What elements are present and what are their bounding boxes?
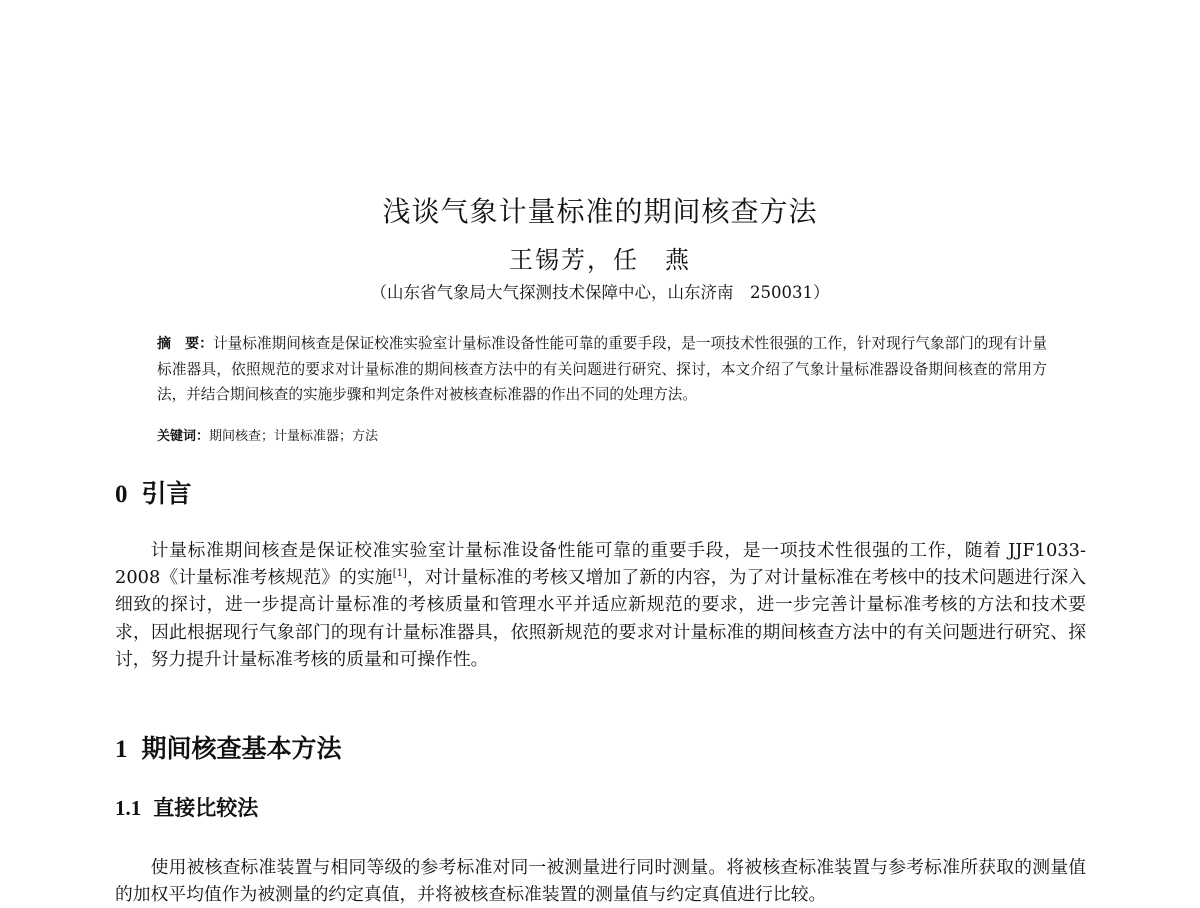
subsection-heading-direct-comparison: [115, 792, 258, 822]
paragraph-text: 计量标准期间核查是保证校准实验室计量标准设备性能可靠的重要手段，是一项技术性很强的工作，随着 JJF1033-2008《计量标准考核规范》的实施: [115, 540, 1086, 589]
paragraph-text: ，对计量标准的考核又增加了新的内容，为了对计量标准在考核中的技术问题进行深入细致的探讨，进一步提高计量标准的考核质量和管理水平并适应新规范的要求，进一步完善计量标准考核的方法和技术要求，因此根据现行气象部门的现有计量标准器具，依照新规范的要求对计量标准的期间核查方法中的有关问题进行研究、探讨，努力提升计量标准考核的质量和可操作性。: [115, 567, 1086, 670]
introduction-paragraph: [115, 537, 1086, 673]
paper-authors: 王锡芳，任 燕: [509, 246, 691, 274]
section-number: 0: [115, 481, 128, 508]
keywords-text: 期间核查；计量标准器；方法: [209, 429, 379, 444]
direct-comparison-paragraph: 使用被核查标准装置与相同等级的参考标准对同一被测量进行同时测量。将被核查标准装置与参考标准所获取的测量值的加权平均值作为被测量的约定真值，并将被核查标准装置的测量值与约定真值进行比较。: [115, 857, 1086, 906]
paper-affiliation: （山东省气象局大气探测技术保障中心，山东济南 250031）: [370, 283, 830, 302]
abstract-label: 摘 要：: [157, 336, 214, 352]
subsection-title: 直接比较法: [153, 795, 259, 820]
section-title: 期间核查基本方法: [141, 734, 342, 763]
abstract-text: 计量标准期间核查是保证校准实验室计量标准设备性能可靠的重要手段，是一项技术性很强的工作，针对现行气象部门的现有计量标准器具，依照规范的要求对计量标准的期间核查方法中的有关问题进行研究、探讨，本文介绍了气象计量标准器设备期间核查的常用方法，并结合期间核查的实施步骤和判定条件对被核查标准器的作出不同的处理方法。: [157, 335, 1048, 403]
abstract-block: [157, 331, 1047, 407]
paper-title: 浅谈气象计量标准的期间核查方法: [382, 195, 818, 228]
citation-reference[interactable]: [1]: [392, 568, 407, 580]
section-heading-introduction: [115, 474, 192, 510]
section-heading-basic-methods: [115, 729, 342, 765]
subsection-number: 1.1: [115, 796, 142, 820]
keywords-label: 关键词：: [157, 429, 210, 444]
section-title: 引言: [141, 479, 192, 508]
section-number: 1: [115, 736, 128, 763]
keywords-block: [157, 426, 1047, 448]
